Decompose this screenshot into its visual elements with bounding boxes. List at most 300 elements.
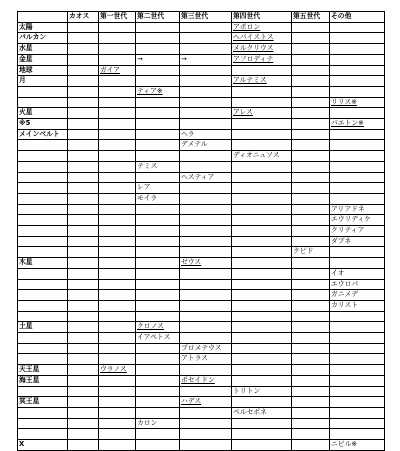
table-cell[interactable]	[136, 268, 180, 279]
table-cell[interactable]: アフロディテ	[232, 54, 292, 65]
table-cell[interactable]: プロメテウス	[180, 343, 232, 354]
table-cell[interactable]	[99, 172, 136, 183]
table-cell[interactable]: →	[136, 54, 180, 65]
table-cell[interactable]	[232, 119, 292, 130]
table-cell[interactable]: トリトン	[232, 386, 292, 397]
table-cell[interactable]	[68, 429, 99, 440]
table-cell[interactable]	[330, 375, 385, 386]
table-cell[interactable]	[99, 193, 136, 204]
table-cell[interactable]	[136, 354, 180, 365]
table-cell[interactable]	[136, 311, 180, 322]
table-cell[interactable]: ヘパイストス	[232, 33, 292, 44]
table-cell[interactable]	[180, 193, 232, 204]
table-cell[interactable]	[292, 129, 330, 140]
column-header[interactable]: 第二世代	[136, 12, 180, 23]
table-cell[interactable]	[180, 215, 232, 226]
row-label-cell[interactable]	[18, 354, 68, 365]
table-cell[interactable]	[99, 204, 136, 215]
table-cell[interactable]	[180, 151, 232, 162]
column-header[interactable]: カオス	[68, 12, 99, 23]
table-cell[interactable]	[232, 343, 292, 354]
table-cell[interactable]	[136, 247, 180, 258]
table-cell[interactable]	[68, 236, 99, 247]
table-cell[interactable]: エウリディケ	[330, 215, 385, 226]
table-cell[interactable]	[68, 279, 99, 290]
table-cell[interactable]	[99, 54, 136, 65]
table-cell[interactable]	[99, 44, 136, 55]
table-cell[interactable]	[330, 151, 385, 162]
table-cell[interactable]	[99, 236, 136, 247]
table-cell[interactable]: ポセイドン	[180, 375, 232, 386]
table-cell[interactable]: イオ	[330, 268, 385, 279]
table-cell[interactable]	[180, 44, 232, 55]
table-cell[interactable]	[292, 172, 330, 183]
table-cell[interactable]: ヘスティア	[180, 172, 232, 183]
table-cell[interactable]	[136, 44, 180, 55]
table-cell[interactable]	[99, 375, 136, 386]
row-label-cell[interactable]	[18, 311, 68, 322]
table-cell[interactable]	[99, 258, 136, 269]
row-label-cell[interactable]	[18, 236, 68, 247]
table-cell[interactable]	[292, 86, 330, 97]
table-cell[interactable]	[292, 386, 330, 397]
table-cell[interactable]	[292, 375, 330, 386]
table-cell[interactable]: アトラス	[180, 354, 232, 365]
table-cell[interactable]	[292, 161, 330, 172]
table-cell[interactable]	[292, 204, 330, 215]
row-label-cell[interactable]: 火星	[18, 108, 68, 119]
table-cell[interactable]	[180, 86, 232, 97]
table-cell[interactable]	[68, 86, 99, 97]
table-cell[interactable]	[99, 429, 136, 440]
table-cell[interactable]	[180, 76, 232, 87]
table-cell[interactable]	[136, 226, 180, 237]
table-cell[interactable]: メルクリウス	[232, 44, 292, 55]
table-cell[interactable]	[232, 322, 292, 333]
table-cell[interactable]	[330, 193, 385, 204]
table-cell[interactable]	[136, 408, 180, 419]
table-cell[interactable]	[136, 204, 180, 215]
table-cell[interactable]	[68, 183, 99, 194]
table-cell[interactable]	[292, 54, 330, 65]
table-cell[interactable]	[99, 354, 136, 365]
row-label-cell[interactable]: バルカン	[18, 33, 68, 44]
row-label-cell[interactable]: 水星	[18, 44, 68, 55]
table-cell[interactable]	[68, 311, 99, 322]
table-cell[interactable]	[136, 440, 180, 451]
table-cell[interactable]	[232, 226, 292, 237]
table-cell[interactable]	[232, 354, 292, 365]
table-cell[interactable]	[292, 268, 330, 279]
table-cell[interactable]	[330, 247, 385, 258]
table-cell[interactable]	[292, 311, 330, 322]
table-cell[interactable]	[292, 408, 330, 419]
table-cell[interactable]	[180, 440, 232, 451]
table-cell[interactable]	[68, 408, 99, 419]
table-cell[interactable]	[292, 119, 330, 130]
table-cell[interactable]	[180, 322, 232, 333]
table-cell[interactable]	[68, 161, 99, 172]
table-cell[interactable]	[180, 429, 232, 440]
table-cell[interactable]	[292, 279, 330, 290]
table-cell[interactable]	[99, 311, 136, 322]
table-cell[interactable]	[180, 33, 232, 44]
table-cell[interactable]	[136, 22, 180, 33]
table-cell[interactable]	[330, 333, 385, 344]
table-cell[interactable]	[292, 397, 330, 408]
table-cell[interactable]	[136, 290, 180, 301]
table-cell[interactable]	[330, 365, 385, 376]
table-cell[interactable]	[232, 258, 292, 269]
row-label-cell[interactable]: メインベルト	[18, 129, 68, 140]
table-cell[interactable]	[330, 44, 385, 55]
column-header[interactable]: 第四世代	[232, 12, 292, 23]
table-cell[interactable]	[136, 365, 180, 376]
table-cell[interactable]	[68, 151, 99, 162]
table-cell[interactable]	[68, 333, 99, 344]
table-cell[interactable]	[99, 343, 136, 354]
table-cell[interactable]	[292, 33, 330, 44]
table-cell[interactable]	[136, 429, 180, 440]
table-cell[interactable]: ヘラ	[180, 129, 232, 140]
table-cell[interactable]	[68, 290, 99, 301]
table-cell[interactable]	[99, 333, 136, 344]
table-cell[interactable]	[292, 365, 330, 376]
row-label-cell[interactable]	[18, 97, 68, 108]
table-cell[interactable]	[68, 375, 99, 386]
table-cell[interactable]	[180, 300, 232, 311]
table-cell[interactable]	[330, 408, 385, 419]
table-cell[interactable]	[180, 108, 232, 119]
table-cell[interactable]: カロン	[136, 418, 180, 429]
table-cell[interactable]	[292, 343, 330, 354]
table-cell[interactable]: ガニメデ	[330, 290, 385, 301]
table-cell[interactable]	[180, 290, 232, 301]
row-label-cell[interactable]	[18, 183, 68, 194]
row-label-cell[interactable]	[18, 343, 68, 354]
row-label-cell[interactable]: 冥王星	[18, 397, 68, 408]
table-cell[interactable]: デメテル	[180, 140, 232, 151]
table-cell[interactable]	[232, 129, 292, 140]
table-cell[interactable]	[180, 119, 232, 130]
table-cell[interactable]	[180, 333, 232, 344]
table-cell[interactable]	[136, 172, 180, 183]
table-cell[interactable]: ペルセポネ	[232, 408, 292, 419]
table-cell[interactable]	[330, 108, 385, 119]
table-cell[interactable]	[136, 108, 180, 119]
row-label-cell[interactable]: 地球	[18, 65, 68, 76]
table-cell[interactable]	[180, 161, 232, 172]
table-cell[interactable]	[292, 236, 330, 247]
table-cell[interactable]	[292, 322, 330, 333]
table-cell[interactable]	[99, 22, 136, 33]
table-cell[interactable]	[292, 226, 330, 237]
column-header[interactable]: 第三世代	[180, 12, 232, 23]
table-cell[interactable]: カリスト	[330, 300, 385, 311]
table-cell[interactable]	[232, 97, 292, 108]
table-cell[interactable]	[99, 386, 136, 397]
table-cell[interactable]	[232, 311, 292, 322]
table-cell[interactable]	[232, 247, 292, 258]
table-cell[interactable]	[68, 343, 99, 354]
table-cell[interactable]	[68, 386, 99, 397]
table-cell[interactable]	[68, 397, 99, 408]
table-cell[interactable]	[99, 322, 136, 333]
table-cell[interactable]	[330, 161, 385, 172]
table-cell[interactable]	[232, 429, 292, 440]
row-label-cell[interactable]	[18, 247, 68, 258]
table-cell[interactable]: パエトン※	[330, 119, 385, 130]
row-label-cell[interactable]	[18, 204, 68, 215]
table-cell[interactable]	[232, 279, 292, 290]
table-cell[interactable]	[99, 268, 136, 279]
row-label-cell[interactable]	[18, 140, 68, 151]
table-cell[interactable]	[68, 322, 99, 333]
row-label-cell[interactable]: 土星	[18, 322, 68, 333]
row-label-cell[interactable]	[18, 429, 68, 440]
table-cell[interactable]	[330, 418, 385, 429]
table-cell[interactable]	[292, 108, 330, 119]
row-label-cell[interactable]: 太陽	[18, 22, 68, 33]
column-header[interactable]: 第一世代	[99, 12, 136, 23]
table-cell[interactable]	[180, 97, 232, 108]
row-label-cell[interactable]: 月	[18, 76, 68, 87]
table-cell[interactable]	[136, 386, 180, 397]
table-cell[interactable]	[330, 65, 385, 76]
table-cell[interactable]	[180, 386, 232, 397]
table-cell[interactable]: アポロン	[232, 22, 292, 33]
table-cell[interactable]	[330, 322, 385, 333]
table-cell[interactable]: クロノス	[136, 322, 180, 333]
table-cell[interactable]	[136, 140, 180, 151]
table-cell[interactable]	[292, 22, 330, 33]
column-header[interactable]	[18, 12, 68, 23]
row-label-cell[interactable]	[18, 290, 68, 301]
row-label-cell[interactable]	[18, 279, 68, 290]
table-cell[interactable]: ティア※	[136, 86, 180, 97]
table-cell[interactable]	[292, 258, 330, 269]
table-cell[interactable]	[292, 65, 330, 76]
table-cell[interactable]	[292, 300, 330, 311]
table-cell[interactable]	[292, 429, 330, 440]
table-cell[interactable]: ガイア	[99, 65, 136, 76]
table-cell[interactable]	[136, 65, 180, 76]
table-cell[interactable]	[180, 204, 232, 215]
row-label-cell[interactable]: ※5	[18, 119, 68, 130]
table-cell[interactable]	[232, 397, 292, 408]
row-label-cell[interactable]	[18, 418, 68, 429]
table-cell[interactable]: ゼウス	[180, 258, 232, 269]
table-cell[interactable]	[232, 290, 292, 301]
table-cell[interactable]	[68, 140, 99, 151]
table-cell[interactable]	[99, 300, 136, 311]
table-cell[interactable]	[180, 408, 232, 419]
table-cell[interactable]	[68, 226, 99, 237]
table-cell[interactable]	[292, 140, 330, 151]
table-cell[interactable]	[292, 333, 330, 344]
table-cell[interactable]	[68, 258, 99, 269]
row-label-cell[interactable]: 海王星	[18, 375, 68, 386]
row-label-cell[interactable]	[18, 193, 68, 204]
row-label-cell[interactable]	[18, 215, 68, 226]
table-cell[interactable]: アレス	[232, 108, 292, 119]
row-label-cell[interactable]: X	[18, 440, 68, 451]
table-cell[interactable]	[136, 397, 180, 408]
table-cell[interactable]	[99, 418, 136, 429]
table-cell[interactable]	[99, 33, 136, 44]
column-header[interactable]: その他	[330, 12, 385, 23]
table-cell[interactable]	[330, 311, 385, 322]
table-cell[interactable]	[292, 290, 330, 301]
table-cell[interactable]	[99, 129, 136, 140]
table-cell[interactable]	[232, 140, 292, 151]
table-cell[interactable]	[180, 311, 232, 322]
table-cell[interactable]	[330, 86, 385, 97]
table-cell[interactable]	[68, 172, 99, 183]
table-cell[interactable]	[330, 258, 385, 269]
table-cell[interactable]	[330, 386, 385, 397]
table-cell[interactable]	[232, 86, 292, 97]
table-cell[interactable]	[68, 22, 99, 33]
row-label-cell[interactable]: 金星	[18, 54, 68, 65]
table-cell[interactable]: リリス※	[330, 97, 385, 108]
table-cell[interactable]	[68, 33, 99, 44]
row-label-cell[interactable]	[18, 226, 68, 237]
table-cell[interactable]	[68, 268, 99, 279]
table-cell[interactable]	[330, 33, 385, 44]
table-cell[interactable]	[68, 215, 99, 226]
table-cell[interactable]	[99, 226, 136, 237]
table-cell[interactable]	[136, 300, 180, 311]
table-cell[interactable]	[180, 365, 232, 376]
table-cell[interactable]	[292, 183, 330, 194]
table-cell[interactable]	[292, 76, 330, 87]
table-cell[interactable]	[99, 290, 136, 301]
table-cell[interactable]	[292, 440, 330, 451]
row-label-cell[interactable]	[18, 386, 68, 397]
table-cell[interactable]	[68, 204, 99, 215]
table-cell[interactable]	[136, 119, 180, 130]
table-cell[interactable]	[180, 418, 232, 429]
table-cell[interactable]	[136, 343, 180, 354]
table-cell[interactable]: ダプネ	[330, 236, 385, 247]
table-cell[interactable]	[232, 193, 292, 204]
table-cell[interactable]	[68, 119, 99, 130]
table-cell[interactable]: ニビル※	[330, 440, 385, 451]
table-cell[interactable]	[136, 375, 180, 386]
table-cell[interactable]	[136, 151, 180, 162]
table-cell[interactable]	[99, 151, 136, 162]
table-cell[interactable]	[99, 215, 136, 226]
table-cell[interactable]	[68, 97, 99, 108]
table-cell[interactable]: ウラノス	[99, 365, 136, 376]
table-cell[interactable]	[232, 236, 292, 247]
table-cell[interactable]	[68, 65, 99, 76]
table-cell[interactable]	[330, 54, 385, 65]
table-cell[interactable]	[68, 76, 99, 87]
table-cell[interactable]	[330, 397, 385, 408]
table-cell[interactable]	[330, 183, 385, 194]
table-cell[interactable]	[136, 97, 180, 108]
table-cell[interactable]: モイラ	[136, 193, 180, 204]
table-cell[interactable]	[292, 354, 330, 365]
row-label-cell[interactable]: 天王星	[18, 365, 68, 376]
table-cell[interactable]	[180, 65, 232, 76]
table-cell[interactable]	[292, 97, 330, 108]
row-label-cell[interactable]	[18, 172, 68, 183]
row-label-cell[interactable]	[18, 151, 68, 162]
table-cell[interactable]	[99, 108, 136, 119]
table-cell[interactable]: クリティア	[330, 226, 385, 237]
table-cell[interactable]: アルテミス	[232, 76, 292, 87]
table-cell[interactable]	[292, 151, 330, 162]
table-cell[interactable]	[99, 440, 136, 451]
row-label-cell[interactable]	[18, 86, 68, 97]
table-cell[interactable]	[330, 429, 385, 440]
table-cell[interactable]	[180, 247, 232, 258]
table-cell[interactable]	[232, 375, 292, 386]
table-cell[interactable]	[330, 354, 385, 365]
table-cell[interactable]	[232, 440, 292, 451]
table-cell[interactable]	[99, 97, 136, 108]
table-cell[interactable]	[99, 76, 136, 87]
table-cell[interactable]	[68, 54, 99, 65]
table-cell[interactable]: ディオニュソス	[232, 151, 292, 162]
table-cell[interactable]: エウロパ	[330, 279, 385, 290]
table-cell[interactable]	[99, 183, 136, 194]
table-cell[interactable]	[136, 258, 180, 269]
table-cell[interactable]	[136, 76, 180, 87]
row-label-cell[interactable]	[18, 408, 68, 419]
table-cell[interactable]	[232, 65, 292, 76]
table-cell[interactable]	[68, 193, 99, 204]
table-cell[interactable]	[330, 76, 385, 87]
table-cell[interactable]	[330, 129, 385, 140]
table-cell[interactable]	[136, 129, 180, 140]
table-cell[interactable]: クピド	[292, 247, 330, 258]
table-cell[interactable]	[232, 333, 292, 344]
table-cell[interactable]	[292, 193, 330, 204]
table-cell[interactable]	[232, 183, 292, 194]
table-cell[interactable]	[330, 140, 385, 151]
row-label-cell[interactable]	[18, 300, 68, 311]
table-cell[interactable]: →	[180, 54, 232, 65]
table-cell[interactable]	[292, 44, 330, 55]
table-cell[interactable]	[68, 354, 99, 365]
table-cell[interactable]: レア	[136, 183, 180, 194]
table-cell[interactable]	[180, 279, 232, 290]
table-cell[interactable]	[232, 300, 292, 311]
table-cell[interactable]	[68, 440, 99, 451]
table-cell[interactable]	[136, 236, 180, 247]
row-label-cell[interactable]	[18, 161, 68, 172]
table-cell[interactable]	[99, 397, 136, 408]
table-cell[interactable]	[99, 140, 136, 151]
table-cell[interactable]	[232, 215, 292, 226]
table-cell[interactable]	[180, 236, 232, 247]
table-cell[interactable]	[232, 204, 292, 215]
table-cell[interactable]	[136, 215, 180, 226]
table-cell[interactable]	[180, 226, 232, 237]
table-cell[interactable]	[68, 108, 99, 119]
row-label-cell[interactable]: 木星	[18, 258, 68, 269]
table-cell[interactable]	[68, 44, 99, 55]
table-cell[interactable]: テミス	[136, 161, 180, 172]
table-cell[interactable]	[136, 279, 180, 290]
row-label-cell[interactable]	[18, 268, 68, 279]
table-cell[interactable]	[136, 33, 180, 44]
table-cell[interactable]	[99, 279, 136, 290]
